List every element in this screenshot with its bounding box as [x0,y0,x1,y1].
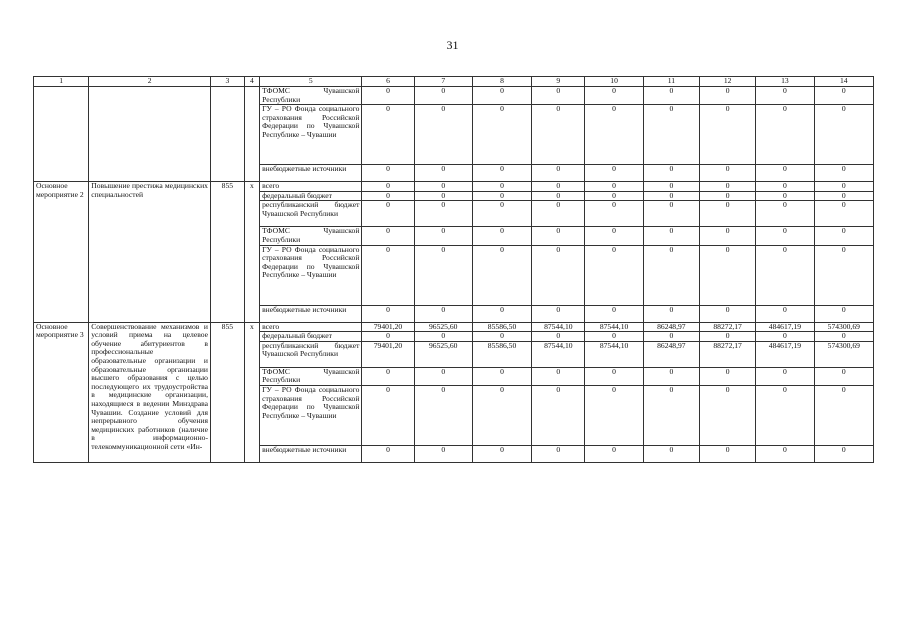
amount-cell: 0 [362,105,414,165]
amount-cell: 0 [414,201,472,227]
amount-cell: 0 [699,445,755,462]
amount-cell: 0 [643,245,699,305]
measure-label: Основное мероприятие 3 [34,322,89,462]
code-value: 855 [210,322,244,462]
column-number: 10 [585,77,643,87]
amount-cell: 0 [699,201,755,227]
amount-cell: 0 [532,227,585,245]
amount-cell: 0 [756,227,814,245]
amount-cell: 0 [699,305,755,322]
amount-cell: 0 [814,201,873,227]
amount-cell: 0 [414,332,472,342]
amount-cell: 0 [585,332,643,342]
amount-cell: 0 [532,332,585,342]
funding-source: ГУ – РО Фонда социального страхования Российской Федерации по Чувашской Республике – Чувашии [260,245,362,305]
amount-cell: 0 [699,87,755,105]
amount-cell: 0 [472,201,531,227]
amount-cell: 0 [532,367,585,385]
amount-cell: 0 [532,445,585,462]
amount-cell: 0 [414,245,472,305]
measure-label: Основное мероприятие 2 [34,182,89,322]
amount-cell: 96525,60 [414,322,472,332]
amount-cell: 88272,17 [699,341,755,367]
amount-cell: 0 [814,332,873,342]
amount-cell: 0 [699,105,755,165]
code-value: 855 [210,182,244,322]
amount-cell: 0 [699,332,755,342]
amount-cell: 0 [532,385,585,445]
amount-cell: 0 [585,385,643,445]
amount-cell: 0 [756,445,814,462]
funding-source: внебюджетные источники [260,445,362,462]
funding-source: федеральный бюджет [260,191,362,201]
amount-cell: 0 [814,445,873,462]
amount-cell: 87544,10 [532,341,585,367]
amount-cell: 0 [814,165,873,182]
mark-value [244,87,259,182]
amount-cell: 0 [472,191,531,201]
amount-cell: 0 [814,105,873,165]
amount-cell: 0 [699,191,755,201]
amount-cell: 0 [532,87,585,105]
amount-cell: 0 [414,105,472,165]
amount-cell: 0 [585,245,643,305]
amount-cell: 0 [643,367,699,385]
amount-cell: 0 [472,182,531,192]
column-number: 4 [244,77,259,87]
amount-cell: 0 [814,385,873,445]
table-row [34,87,874,105]
amount-cell: 88272,17 [699,322,755,332]
amount-cell: 0 [585,182,643,192]
amount-cell: 0 [362,332,414,342]
amount-cell: 87544,10 [532,322,585,332]
funding-source: внебюджетные источники [260,305,362,322]
amount-cell: 0 [756,385,814,445]
measure-label [34,87,89,182]
amount-cell: 0 [643,165,699,182]
amount-cell: 0 [699,182,755,192]
funding-source: ГУ – РО Фонда социального страхования Российской Федерации по Чувашской Республике – Чувашии [260,385,362,445]
amount-cell: 0 [472,305,531,322]
amount-cell: 0 [814,191,873,201]
amount-cell: 0 [643,201,699,227]
amount-cell: 85586,50 [472,341,531,367]
amount-cell: 0 [585,105,643,165]
amount-cell: 0 [643,332,699,342]
amount-cell: 0 [585,191,643,201]
amount-cell: 0 [472,367,531,385]
amount-cell: 87544,10 [585,341,643,367]
amount-cell: 0 [756,87,814,105]
amount-cell: 0 [414,87,472,105]
funding-source: ТФОМС Чувашской Республики [260,227,362,245]
amount-cell: 0 [585,445,643,462]
amount-cell: 85586,50 [472,322,531,332]
amount-cell: 0 [472,385,531,445]
amount-cell: 0 [814,182,873,192]
amount-cell: 0 [643,227,699,245]
column-number: 13 [756,77,814,87]
funding-source: ГУ – РО Фонда социального страхования Российской Федерации по Чувашской Республике – Чувашии [260,105,362,165]
amount-cell: 0 [814,305,873,322]
amount-cell: 0 [472,105,531,165]
amount-cell: 79401,20 [362,341,414,367]
amount-cell: 0 [532,305,585,322]
funding-source: ТФОМС Чувашской Республики [260,367,362,385]
amount-cell: 0 [362,182,414,192]
amount-cell: 0 [414,227,472,245]
mark-value: x [244,322,259,462]
amount-cell: 0 [643,305,699,322]
amount-cell: 0 [814,87,873,105]
amount-cell: 0 [699,367,755,385]
amount-cell: 0 [362,227,414,245]
amount-cell: 87544,10 [585,322,643,332]
amount-cell: 0 [472,445,531,462]
funding-source: всего [260,182,362,192]
amount-cell: 0 [532,165,585,182]
amount-cell: 0 [585,305,643,322]
amount-cell: 0 [756,191,814,201]
amount-cell: 0 [643,445,699,462]
amount-cell: 0 [532,201,585,227]
column-number: 6 [362,77,414,87]
amount-cell: 0 [414,165,472,182]
column-number: 5 [260,77,362,87]
amount-cell: 0 [756,165,814,182]
amount-cell: 0 [585,201,643,227]
column-number: 3 [210,77,244,87]
amount-cell: 0 [585,227,643,245]
amount-cell: 0 [699,245,755,305]
amount-cell: 0 [362,385,414,445]
amount-cell: 0 [756,105,814,165]
amount-cell: 0 [699,165,755,182]
column-number: 2 [89,77,211,87]
code-value [210,87,244,182]
amount-cell: 0 [532,191,585,201]
amount-cell: 0 [532,182,585,192]
measure-description [89,87,211,182]
measure-description: Совершенствование механизмов и условий приема на целевое обучение абитуриентов в профессиональные образовательные организации и образовательные организации высшего образования с целью последующего их трудоустройства в медицинские организации, находящиеся в ведении Минздрава Чувашии. Создание условий для непрерывного обучения медицинских работников (наличие в информационно-телекоммуникационной сети «Ин- [89,322,211,462]
amount-cell: 0 [643,385,699,445]
amount-cell: 0 [414,445,472,462]
table-body [34,77,874,463]
amount-cell: 0 [756,182,814,192]
amount-cell: 0 [643,191,699,201]
measure-description: Повышение престижа медицинских специальностей [89,182,211,322]
amount-cell: 0 [414,182,472,192]
amount-cell: 0 [472,227,531,245]
amount-cell: 0 [414,305,472,322]
funding-source: ТФОМС Чувашской Республики [260,87,362,105]
amount-cell: 0 [362,165,414,182]
funding-source: всего [260,322,362,332]
amount-cell: 79401,20 [362,322,414,332]
amount-cell: 0 [362,245,414,305]
amount-cell: 0 [814,367,873,385]
amount-cell: 574300,69 [814,341,873,367]
amount-cell: 0 [814,227,873,245]
amount-cell: 0 [414,385,472,445]
amount-cell: 0 [756,305,814,322]
amount-cell: 0 [362,191,414,201]
amount-cell: 0 [585,367,643,385]
funding-source: республиканский бюджет Чувашской Республики [260,201,362,227]
funding-source: республиканский бюджет Чувашской Республики [260,341,362,367]
amount-cell: 96525,60 [414,341,472,367]
table-row [34,182,874,192]
amount-cell: 0 [472,165,531,182]
amount-cell: 0 [414,191,472,201]
header-row [34,77,874,87]
amount-cell: 484617,19 [756,341,814,367]
amount-cell: 0 [362,305,414,322]
column-number: 7 [414,77,472,87]
amount-cell: 0 [756,245,814,305]
amount-cell: 0 [643,182,699,192]
amount-cell: 0 [756,367,814,385]
amount-cell: 0 [756,201,814,227]
amount-cell: 0 [472,87,531,105]
amount-cell: 0 [643,87,699,105]
amount-cell: 0 [699,385,755,445]
amount-cell: 0 [532,245,585,305]
amount-cell: 0 [362,201,414,227]
amount-cell: 574300,69 [814,322,873,332]
funding-table [33,76,874,463]
amount-cell: 0 [472,245,531,305]
amount-cell: 0 [362,367,414,385]
funding-source: федеральный бюджет [260,332,362,342]
funding-source: внебюджетные источники [260,165,362,182]
mark-value: x [244,182,259,322]
amount-cell: 86248,97 [643,341,699,367]
amount-cell: 0 [472,332,531,342]
column-number: 1 [34,77,89,87]
amount-cell: 0 [362,87,414,105]
amount-cell: 86248,97 [643,322,699,332]
column-number: 11 [643,77,699,87]
page-number: 31 [446,38,459,52]
amount-cell: 0 [532,105,585,165]
column-number: 12 [699,77,755,87]
amount-cell: 0 [699,227,755,245]
table-row [34,322,874,332]
amount-cell: 0 [585,165,643,182]
column-number: 14 [814,77,873,87]
amount-cell: 0 [414,367,472,385]
amount-cell: 0 [362,445,414,462]
amount-cell: 484617,19 [756,322,814,332]
amount-cell: 0 [643,105,699,165]
column-number: 9 [532,77,585,87]
column-number: 8 [472,77,531,87]
amount-cell: 0 [585,87,643,105]
amount-cell: 0 [756,332,814,342]
amount-cell: 0 [814,245,873,305]
